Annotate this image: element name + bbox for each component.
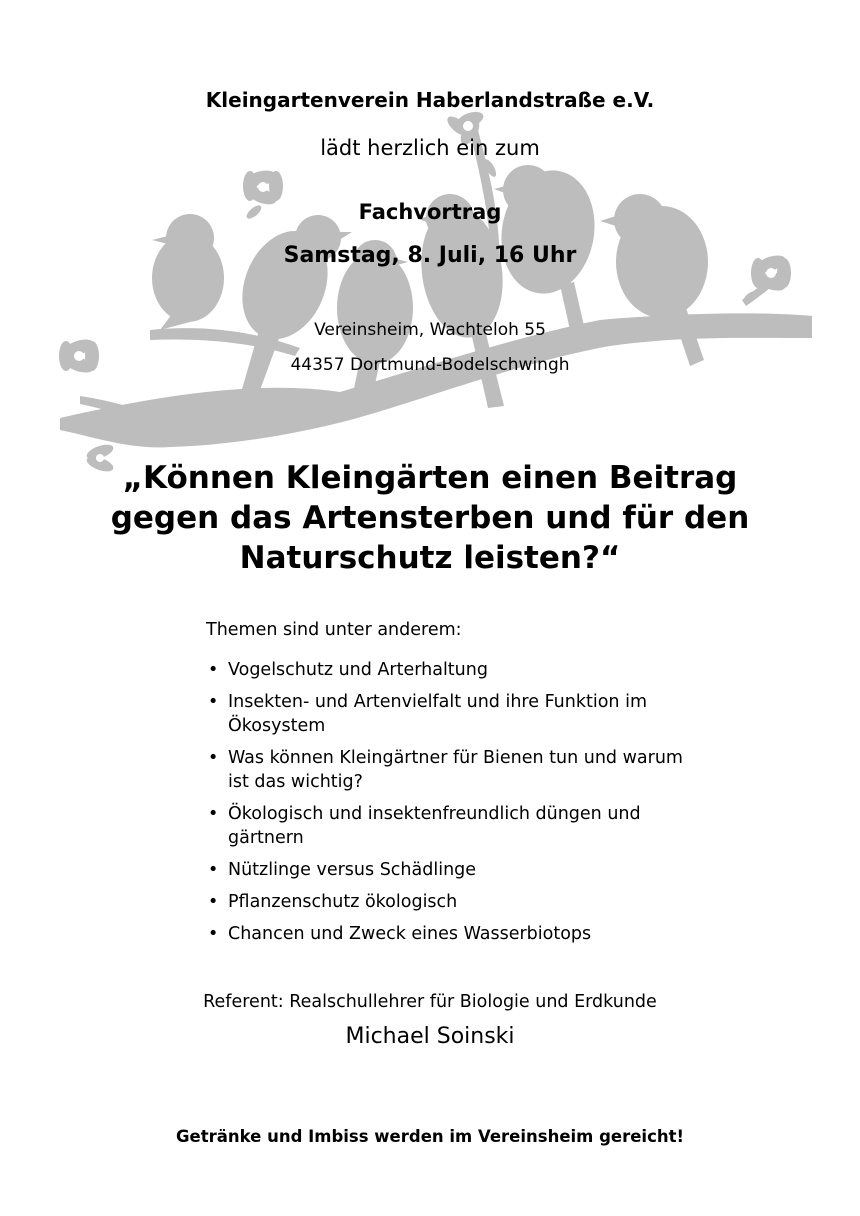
bullet-icon: • [208,924,219,944]
topic-item [206,690,688,738]
bullet-icon: • [208,860,219,880]
bullet-icon: • [208,804,219,824]
topics-section [206,620,766,954]
lecture-title: „Können Kleingärten einen Beitrag gegen das Artensterben und für den Naturschutz leisten?“ [110,460,750,576]
refreshments-note: Getränke und Imbiss werden im Vereinsheim gereicht! [175,1127,685,1146]
venue-city: 44357 Dortmund-Bodelschwingh [290,355,570,375]
topic-text: Nützlinge versus Schädlinge [228,860,477,880]
topic-text: Pflanzenschutz ökologisch [228,892,458,912]
invitation-text: lädt herzlich ein zum [320,136,540,160]
topic-text: Ökologisch und insektenfreundlich düngen und gärtnern [228,804,641,848]
event-type: Fachvortrag [358,200,502,224]
organization-name: Kleingartenverein Haberlandstraße e.V. [205,88,655,112]
topic-item [206,890,688,914]
topic-item [206,746,688,794]
topics-list [206,658,766,946]
bullet-icon: • [208,892,219,912]
topic-text: Insekten- und Artenvielfalt und ihre Funktion im Ökosystem [228,692,647,736]
bullet-icon: • [208,748,219,768]
topic-text: Chancen und Zweck eines Wasserbiotops [228,924,592,944]
speaker-name: Michael Soinski [345,1024,515,1049]
topic-text: Vogelschutz und Arterhaltung [228,660,488,680]
event-date-time: Samstag, 8. Juli, 16 Uhr [283,243,577,268]
topic-item [206,922,688,946]
speaker-role: Referent: Realschullehrer für Biologie und Erdkunde [203,992,657,1012]
bird-1 [152,214,224,330]
bullet-icon: • [208,660,219,680]
birds-on-branch-illustration [0,0,860,480]
venue-address: Vereinsheim, Wachteloh 55 [314,320,546,340]
topic-item [206,658,688,682]
topic-text: Was können Kleingärtner für Bienen tun und warum ist das wichtig? [228,748,683,792]
topic-item [206,802,688,850]
bullet-icon: • [208,692,219,712]
topic-item [206,858,688,882]
topics-intro: Themen sind unter anderem: [206,620,462,640]
